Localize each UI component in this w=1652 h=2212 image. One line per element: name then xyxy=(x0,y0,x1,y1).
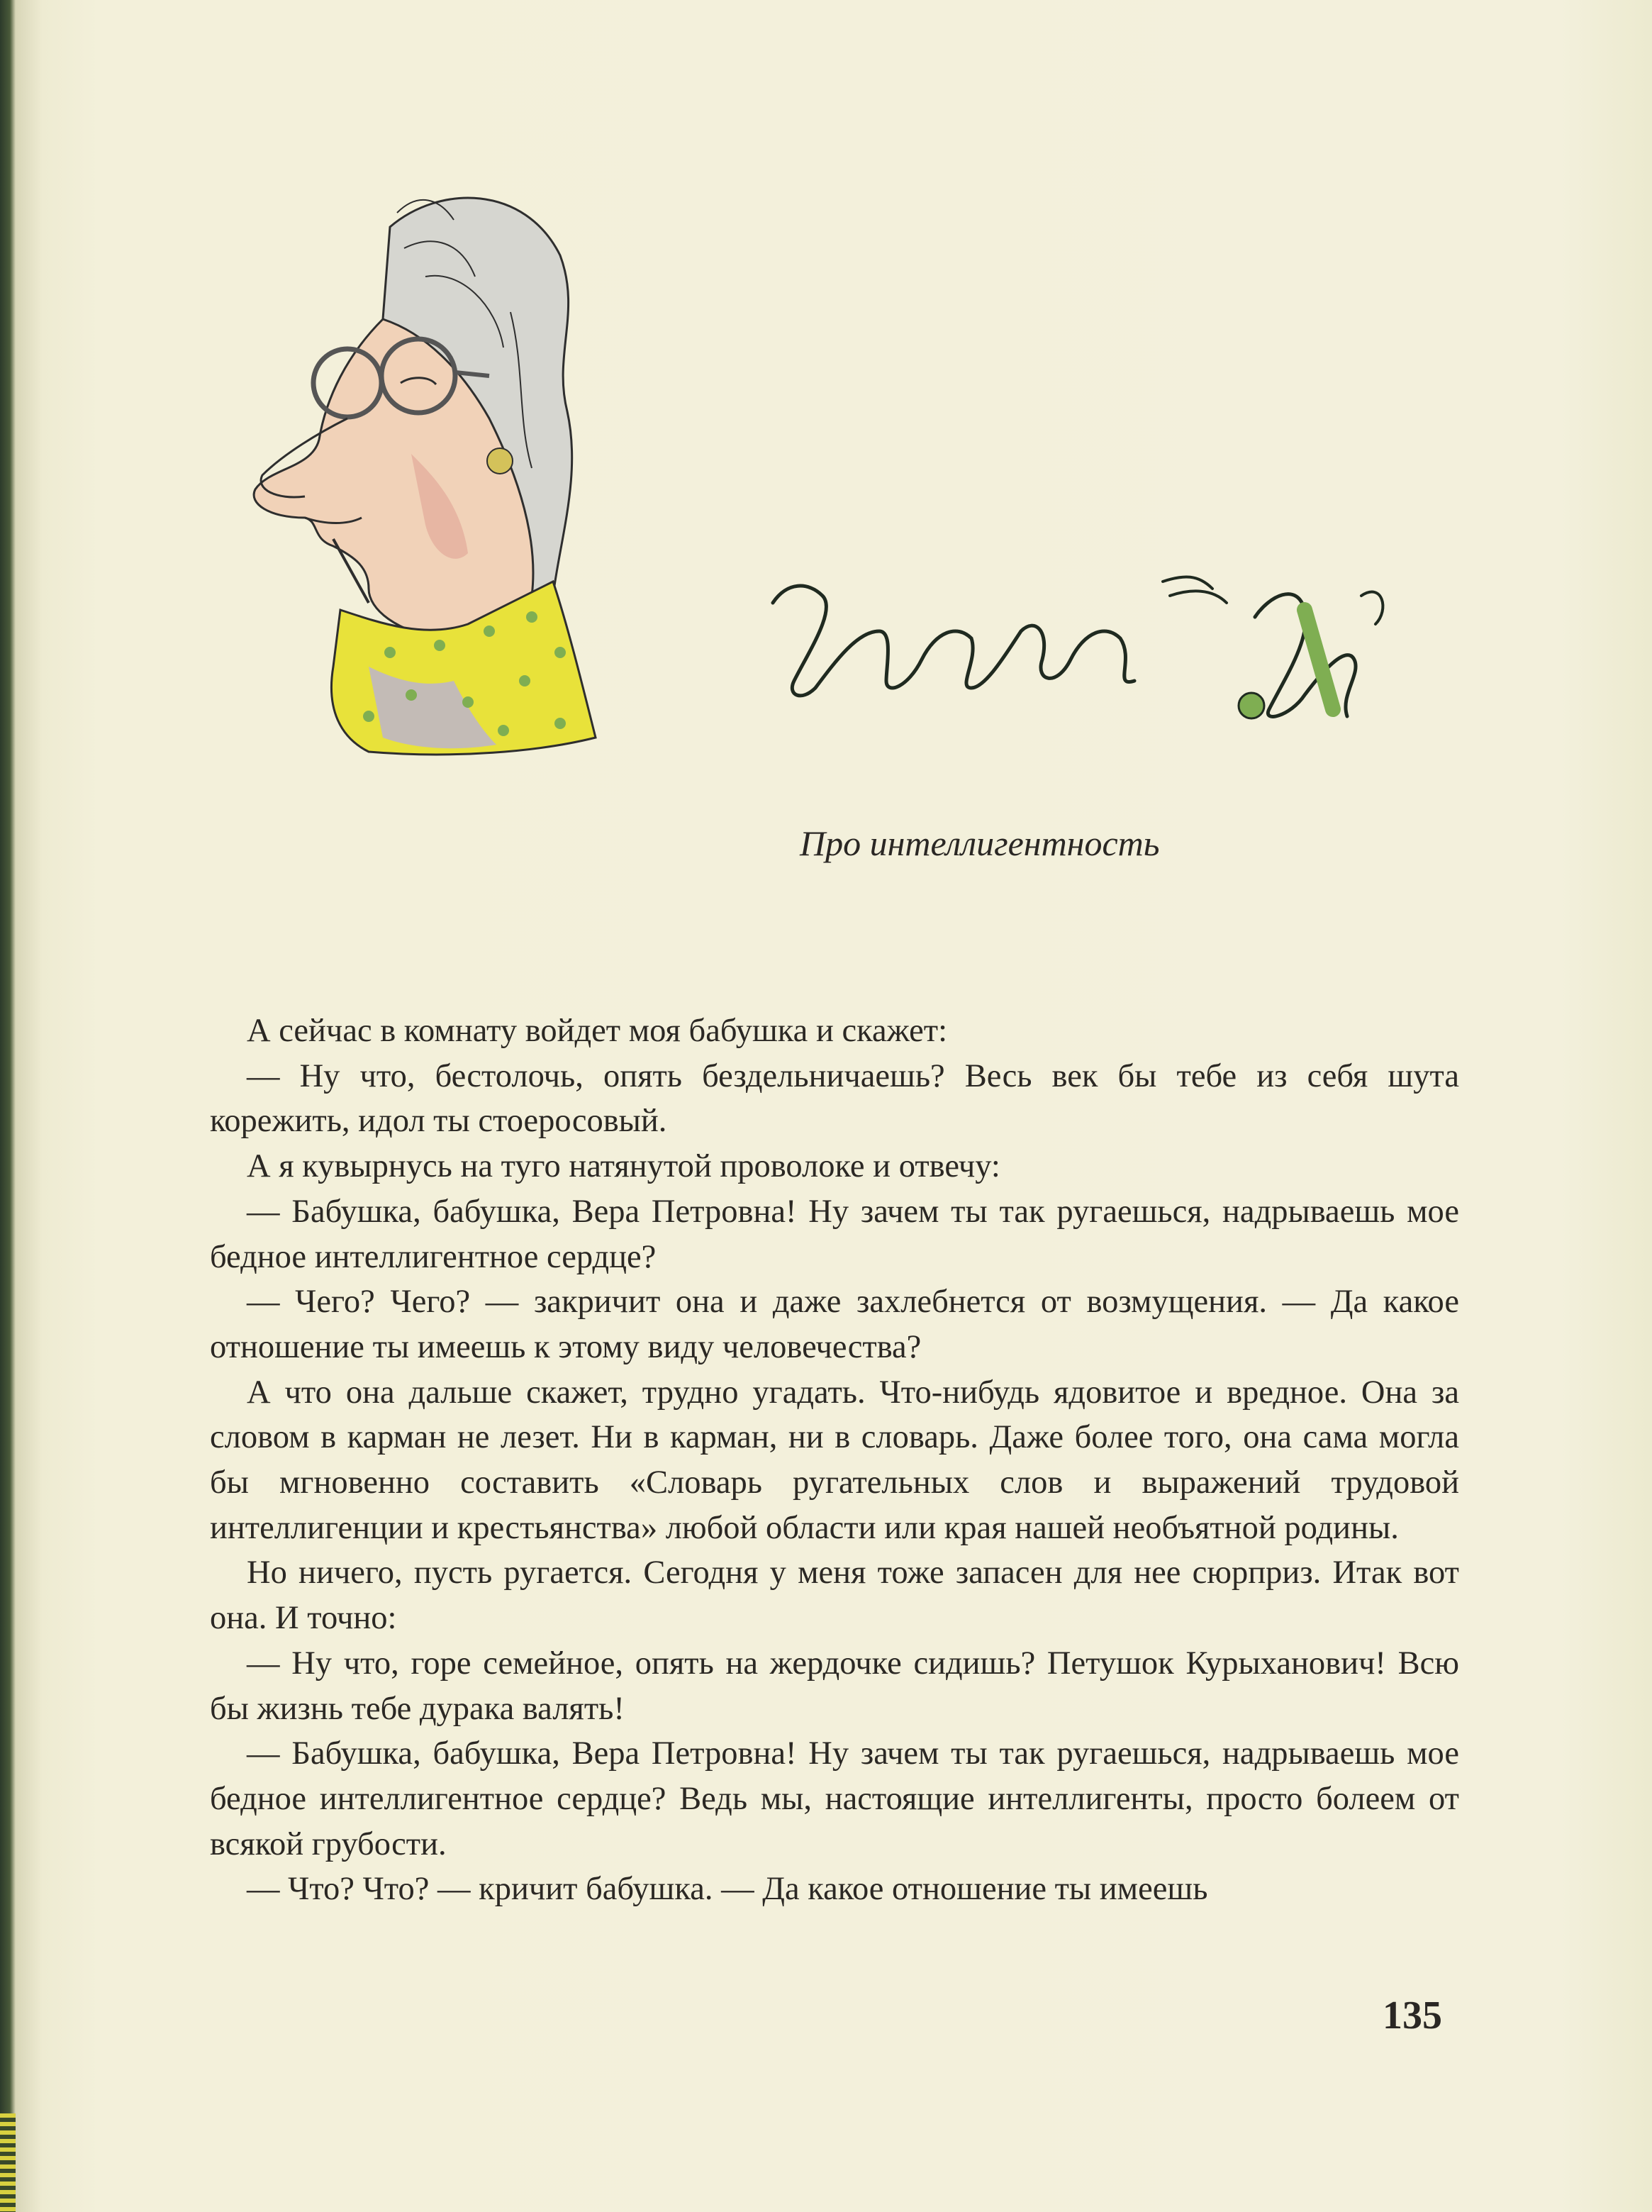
number-green-stroke xyxy=(1305,610,1333,709)
paragraph: — Чего? Чего? — закричит она и даже захлебнется от возмущения. — Да какое отношение ты имеешь к этому виду человечества? xyxy=(210,1284,1459,1365)
paragraph: — Бабушка, бабушка, Вера Петровна! Ну зачем ты так ругаешься, надрываешь мое бедное интеллигентное сердце? Ведь мы, настоящие интеллигенты, просто болеем от всякой грубости. xyxy=(210,1735,1459,1862)
paragraph: А что она дальше скажет, трудно угадать. Что-нибудь ядовитое и вредное. Она за словом в карман не лезет. Ни в карман, ни в словарь. Даже более того, она сама могла бы мгновенно составить «Словарь ругательных слов и выражений трудовой интеллигенции и крестьянства» любой области или края нашей необъятной родины. xyxy=(210,1374,1459,1546)
paragraph: — Что? Что? — кричит бабушка. — Да какое отношение ты имеешь xyxy=(247,1871,1208,1908)
chapter-subtitle: Про интеллигентность xyxy=(800,823,1160,863)
page-number: 135 xyxy=(1383,1994,1442,2038)
number-flourish xyxy=(1361,592,1383,624)
glava-script xyxy=(773,586,1134,696)
book-spine-edge xyxy=(0,2113,16,2212)
grandmother-illustration xyxy=(227,170,752,879)
chapter-heading-handwritten xyxy=(744,553,1397,766)
chapter-body xyxy=(210,1008,1459,1912)
number-green-dot xyxy=(1239,693,1264,718)
paragraph: А сейчас в комнату войдет моя бабушка и скажет: xyxy=(247,1013,948,1049)
paragraph: А я кувырнусь на туго натянутой проволоке и отвечу: xyxy=(247,1148,1000,1185)
glava-tail xyxy=(1163,577,1227,603)
paragraph: — Ну что, бестолочь, опять бездельничаешь? Весь век бы тебе из себя шута корежить, идол ты стоеросовый. xyxy=(210,1057,1459,1140)
paragraph: — Ну что, горе семейное, опять на жердочке сидишь? Петушок Курыханович! Всю бы жизнь тебе дурака валять! xyxy=(210,1645,1459,1727)
earring xyxy=(487,448,513,474)
paragraph: Но ничего, пусть ругается. Сегодня у меня тоже запасен для нее сюрприз. Итак вот она. И точно: xyxy=(210,1555,1459,1637)
paragraph: — Бабушка, бабушка, Вера Петровна! Ну зачем ты так ругаешься, надрываешь мое бедное интеллигентное сердце? xyxy=(210,1193,1459,1275)
